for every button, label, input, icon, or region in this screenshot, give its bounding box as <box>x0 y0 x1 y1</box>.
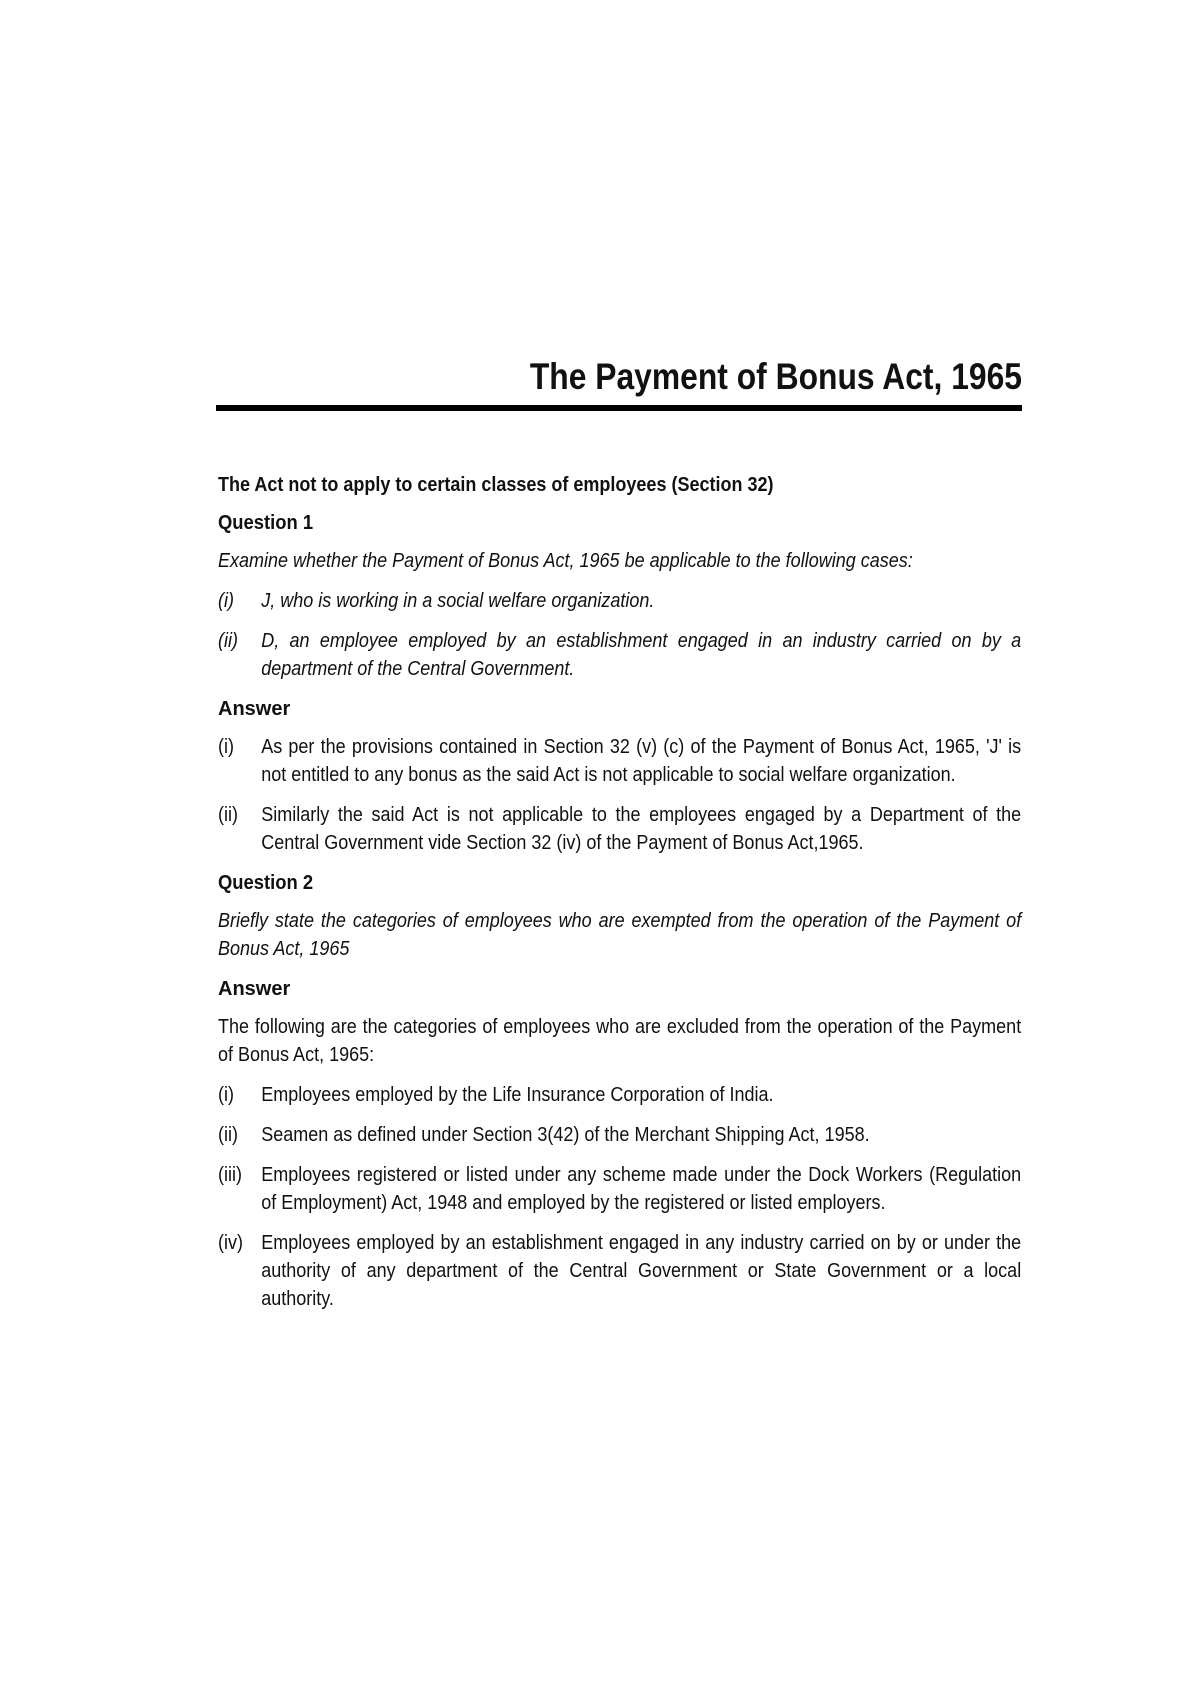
list-item <box>218 1229 1021 1313</box>
question-2-prompt: Briefly state the categories of employees who are exempted from the operation of the Payment of Bonus Act, 1965 <box>218 910 1022 960</box>
page-content <box>218 355 1022 1313</box>
question-1-list <box>218 587 1022 683</box>
list-item-number: (ii) <box>218 630 238 652</box>
list-item-text: Employees registered or listed under any scheme made under the Dock Workers (Regulation of Employment) Act, 1948 and employed by the registered or listed employers. <box>261 1164 1022 1214</box>
list-item-number: (i) <box>218 590 234 612</box>
answer-2-heading: Answer <box>218 978 291 1000</box>
list-item-text: D, an employee employed by an establishment engaged in an industry carried on by a department of the Central Government. <box>261 630 1022 680</box>
chapter-title: The Payment of Bonus Act, 1965 <box>529 356 1022 397</box>
list-item <box>218 627 1021 683</box>
list-item-number: (ii) <box>218 1124 238 1146</box>
list-item-text: Similarly the said Act is not applicable to the employees engaged by a Department of the Central Government vide Section 32 (iv) of the Payment of Bonus Act,1965. <box>261 804 1022 854</box>
answer-2-intro: The following are the categories of employees who are excluded from the operation of the Payment of Bonus Act, 1965: <box>218 1016 1022 1066</box>
answer-1-heading: Answer <box>218 698 291 720</box>
question-2-heading: Question 2 <box>218 872 314 894</box>
answer-1-list <box>218 733 1022 857</box>
list-item-number: (iii) <box>218 1164 242 1186</box>
list-item-text: Employees employed by the Life Insurance Corporation of India. <box>261 1084 774 1106</box>
list-item <box>218 587 1021 615</box>
list-item <box>218 1081 1021 1109</box>
question-1-prompt: Examine whether the Payment of Bonus Act, 1965 be applicable to the following cases: <box>218 550 913 572</box>
list-item-text: J, who is working in a social welfare organization. <box>261 590 655 612</box>
list-item-text: Seamen as defined under Section 3(42) of the Merchant Shipping Act, 1958. <box>261 1124 870 1146</box>
section-heading: The Act not to apply to certain classes of employees (Section 32) <box>218 474 774 496</box>
list-item <box>218 733 1021 789</box>
list-item <box>218 1161 1021 1217</box>
list-item-number: (ii) <box>218 804 238 826</box>
title-rule <box>216 405 1022 411</box>
question-1-heading: Question 1 <box>218 512 314 534</box>
list-item-number: (i) <box>218 1084 234 1106</box>
list-item-number: (iv) <box>218 1232 243 1254</box>
list-item-number: (i) <box>218 736 234 758</box>
list-item <box>218 1121 1021 1149</box>
answer-2-list <box>218 1081 1022 1313</box>
list-item <box>218 801 1021 857</box>
list-item-text: Employees employed by an establishment engaged in any industry carried on by or under the authority of any department of the Central Government or State Government or a local authority. <box>261 1232 1022 1310</box>
list-item-text: As per the provisions contained in Section 32 (v) (c) of the Payment of Bonus Act, 1965, 'J' is not entitled to any bonus as the said Act is not applicable to social welfare organization. <box>261 736 1022 786</box>
